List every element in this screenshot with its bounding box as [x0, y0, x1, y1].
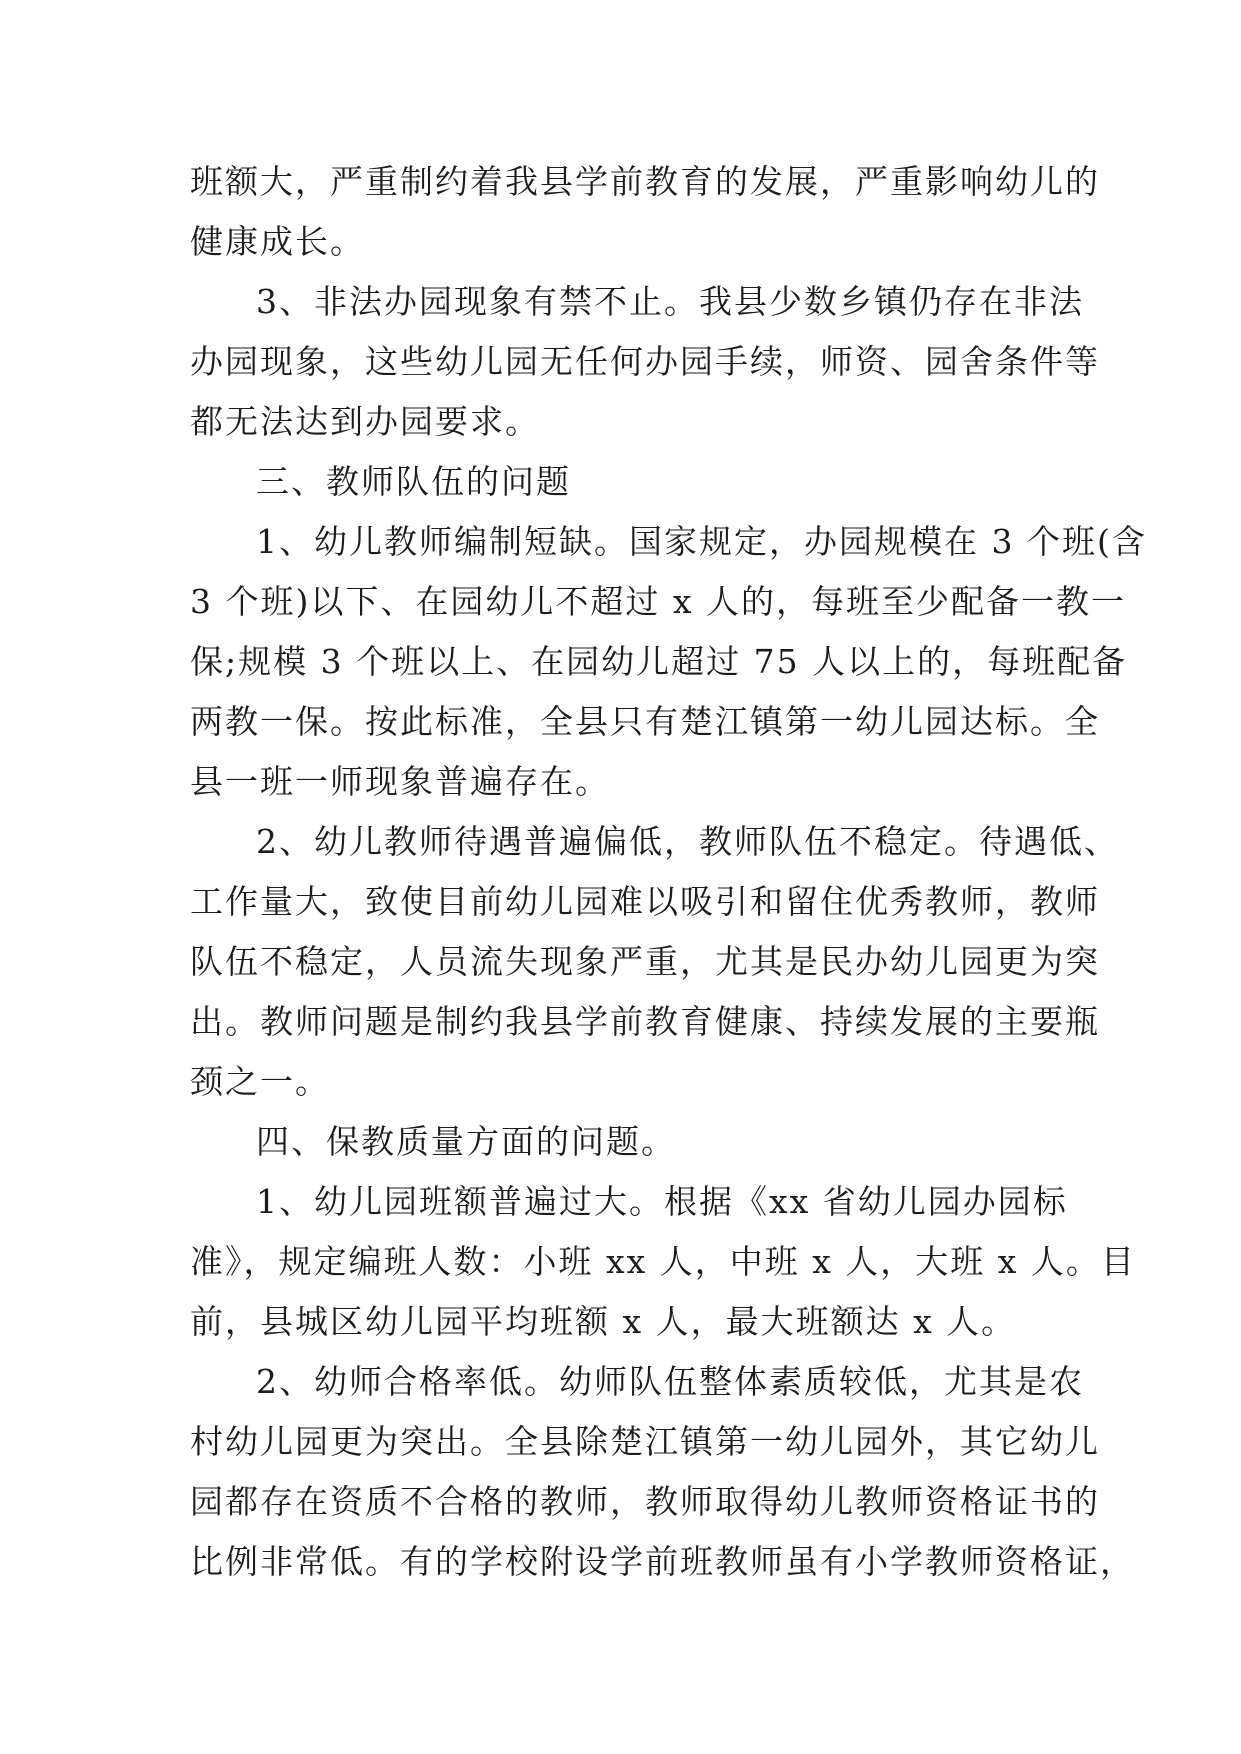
section-heading: 三、教师队伍的问题 [256, 462, 571, 501]
text-line: 颈之一。 [190, 1062, 330, 1101]
text-line: 两教一保。按此标准，全县只有楚江镇第一幼儿园达标。全 [190, 702, 1100, 741]
text-line: 保;规模 3 个班以上、在园幼儿超过 75 人以上的，每班配备 [190, 642, 1128, 681]
text-line: 健康成长。 [190, 222, 365, 261]
text-line: 2、幼儿教师待遇普遍偏低，教师队伍不稳定。待遇低、 [256, 822, 1119, 861]
section-heading: 四、保教质量方面的问题。 [256, 1122, 676, 1161]
text-line: 办园现象，这些幼儿园无任何办园手续，师资、园舍条件等 [190, 342, 1100, 381]
text-line: 1、幼儿园班额普遍过大。根据《xx 省幼儿园办园标 [256, 1182, 1068, 1221]
text-line: 2、幼师合格率低。幼师队伍整体素质较低，尤其是农 [256, 1362, 1084, 1401]
text-line: 班额大，严重制约着我县学前教育的发展，严重影响幼儿的 [190, 162, 1100, 201]
text-line: 1、幼儿教师编制短缺。国家规定，办园规模在 3 个班(含 [256, 522, 1147, 561]
text-line: 园都存在资质不合格的教师，教师取得幼儿教师资格证书的 [190, 1482, 1100, 1521]
text-line: 出。教师问题是制约我县学前教育健康、持续发展的主要瓶 [190, 1002, 1100, 1041]
text-line: 3 个班)以下、在园幼儿不超过 x 人的，每班至少配备一教一 [190, 582, 1126, 621]
text-line: 县一班一师现象普遍存在。 [190, 762, 610, 801]
text-line: 3、非法办园现象有禁不止。我县少数乡镇仍存在非法 [256, 282, 1084, 321]
text-line: 队伍不稳定，人员流失现象严重，尤其是民办幼儿园更为突 [190, 942, 1100, 981]
text-line: 村幼儿园更为突出。全县除楚江镇第一幼儿园外，其它幼儿 [190, 1422, 1100, 1461]
text-line: 准》，规定编班人数：小班 xx 人，中班 x 人，大班 x 人。目 [190, 1242, 1136, 1281]
text-line: 都无法达到办园要求。 [190, 402, 540, 441]
text-line: 工作量大，致使目前幼儿园难以吸引和留住优秀教师，教师 [190, 882, 1100, 921]
text-line: 前，县城区幼儿园平均班额 x 人，最大班额达 x 人。 [190, 1302, 1017, 1341]
text-line: 比例非常低。有的学校附设学前班教师虽有小学教师资格证， [190, 1542, 1135, 1581]
document-body [190, 152, 1147, 1592]
